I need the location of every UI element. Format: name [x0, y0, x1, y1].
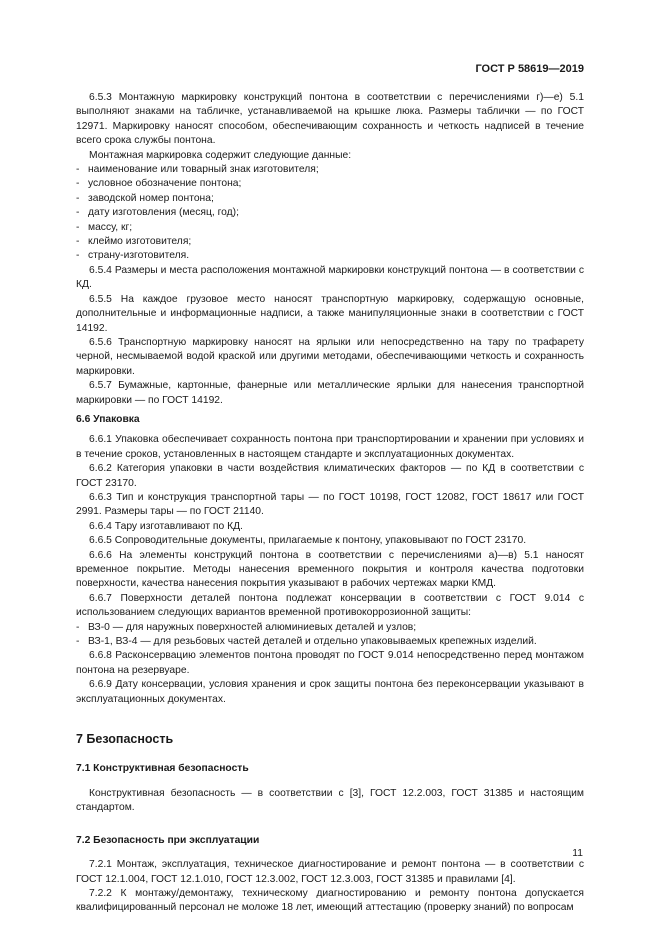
list-item: - страну-изготовителя. — [76, 250, 190, 262]
subsection-heading-packaging: 6.6 Упаковка — [76, 413, 140, 425]
section-heading-safety: 7 Безопасность — [76, 732, 174, 747]
paragraph: 6.5.3 Монтажную маркировку конструкций понтона в соответствии с перечислениями г)—е) 5.1 выполняют знаками на табличке, устанавливаемой на крышке люка. Размеры таблички — по ГОСТ 12971. Маркировку наносят способом, обеспечивающим сохранность и четкость надписей в течение всего срока службы понтона. — [76, 92, 584, 147]
page-number: 11 — [572, 848, 583, 859]
paragraph: Конструктивная безопасность — в соответствии с [3], ГОСТ 12.2.003, ГОСТ 31385 и настоящим стандартом. — [76, 787, 584, 814]
paragraph: Монтажная маркировка содержит следующие данные: — [89, 149, 352, 161]
list-item: - наименование или товарный знак изготовителя; — [76, 164, 319, 176]
paragraph: 6.5.5 На каждое грузовое место наносят транспортную маркировку, содержащую основные, дополнительные и информационные надписи, а также манипуляционные знаки в соответствии с ГОСТ 14192. — [76, 293, 584, 334]
list-item: - массу, кг; — [76, 221, 133, 233]
document-code-header: ГОСТ Р 58619—2019 — [475, 63, 584, 75]
paragraph: 6.6.7 Поверхности деталей понтона подлежат консервации в соответствии с ГОСТ 9.014 с использованием следующих вариантов временной противокоррозионной защиты: — [76, 592, 584, 619]
paragraph: 6.6.5 Сопроводительные документы, прилагаемые к понтону, упаковывают по ГОСТ 23170. — [89, 535, 527, 547]
list-item: - дату изготовления (месяц, год); — [76, 207, 239, 219]
paragraph: 6.6.9 Дату консервации, условия хранения и срок защиты понтона без переконсервации указывают в эксплуатационных документах. — [76, 679, 584, 705]
paragraph: 6.6.1 Упаковка обеспечивает сохранность понтона при транспортировании и хранении при условиях и в течение сроков, установленных в настоящем стандарте и эксплуатационных документах. — [76, 434, 584, 460]
paragraph: 6.6.8 Расконсервацию элементов понтона проводят по ГОСТ 9.014 непосредственно перед монтажом понтона на резервуаре. — [76, 650, 584, 676]
list-item: - клеймо изготовителя; — [76, 236, 192, 248]
paragraph: 7.2.1 Монтаж, эксплуатация, техническое диагностирование и ремонт понтона — в соответствии с ГОСТ 12.1.004, ГОСТ 12.1.010, ГОСТ 12.3.002, ГОСТ 12.3.003, ГОСТ 31385 и правилами [4]. — [76, 859, 584, 885]
list-item: - ВЗ-1, ВЗ-4 — для резьбовых частей деталей и отдельно упаковываемых крепежных изделий. — [76, 636, 537, 648]
page-body — [76, 91, 584, 916]
paragraph: 6.5.7 Бумажные, картонные, фанерные или металлические ярлыки для нанесения транспортной маркировки — по ГОСТ 14192. — [76, 380, 584, 406]
list-item: - заводской номер понтона; — [76, 192, 214, 204]
paragraph: 7.2.2 К монтажу/демонтажу, техническому диагностированию и ремонту понтона допускается квалифицированный персонал не моложе 18 лет, имеющий аттестацию (проверку знаний) по вопросам — [76, 887, 584, 914]
list-item: - условное обозначение понтона; — [76, 178, 242, 190]
list-item: - ВЗ-0 — для наружных поверхностей алюминиевых деталей и узлов; — [76, 621, 417, 633]
paragraph: 6.5.4 Размеры и места расположения монтажной маркировки конструкций понтона — в соответствии с КД. — [76, 264, 584, 291]
paragraph: 6.6.2 Категория упаковки в части воздействия климатических факторов — по КД в соответствии с ГОСТ 23170. — [76, 463, 584, 489]
paragraph: 6.6.3 Тип и конструкция транспортной тары — по ГОСТ 10198, ГОСТ 12082, ГОСТ 18617 или ГОСТ 2991. Размеры тары — по ГОСТ 21140. — [76, 491, 584, 518]
subsection-heading-operational-safety: 7.2 Безопасность при эксплуатации — [76, 834, 260, 846]
subsection-heading-structural-safety: 7.1 Конструктивная безопасность — [76, 763, 249, 775]
paragraph: 6.5.6 Транспортную маркировку наносят на ярлыки или непосредственно на тару по трафарету черной, несмываемой водой краской или другими методами, обеспечивающими четкость и сохранность маркировки. — [76, 336, 584, 377]
paragraph: 6.6.6 На элементы конструкций понтона в соответствии с перечислениями а)—в) 5.1 наносят временное покрытие. Методы нанесения временного покрытия и контроля качества подготовки поверхности, качества нанесения покрытия указывают в рабочих чертежах марки КМД. — [76, 549, 584, 590]
paragraph: 6.6.4 Тару изготавливают по КД. — [89, 520, 243, 532]
bullet-list-protection — [76, 621, 584, 650]
bullet-list-marking-data — [76, 163, 584, 264]
